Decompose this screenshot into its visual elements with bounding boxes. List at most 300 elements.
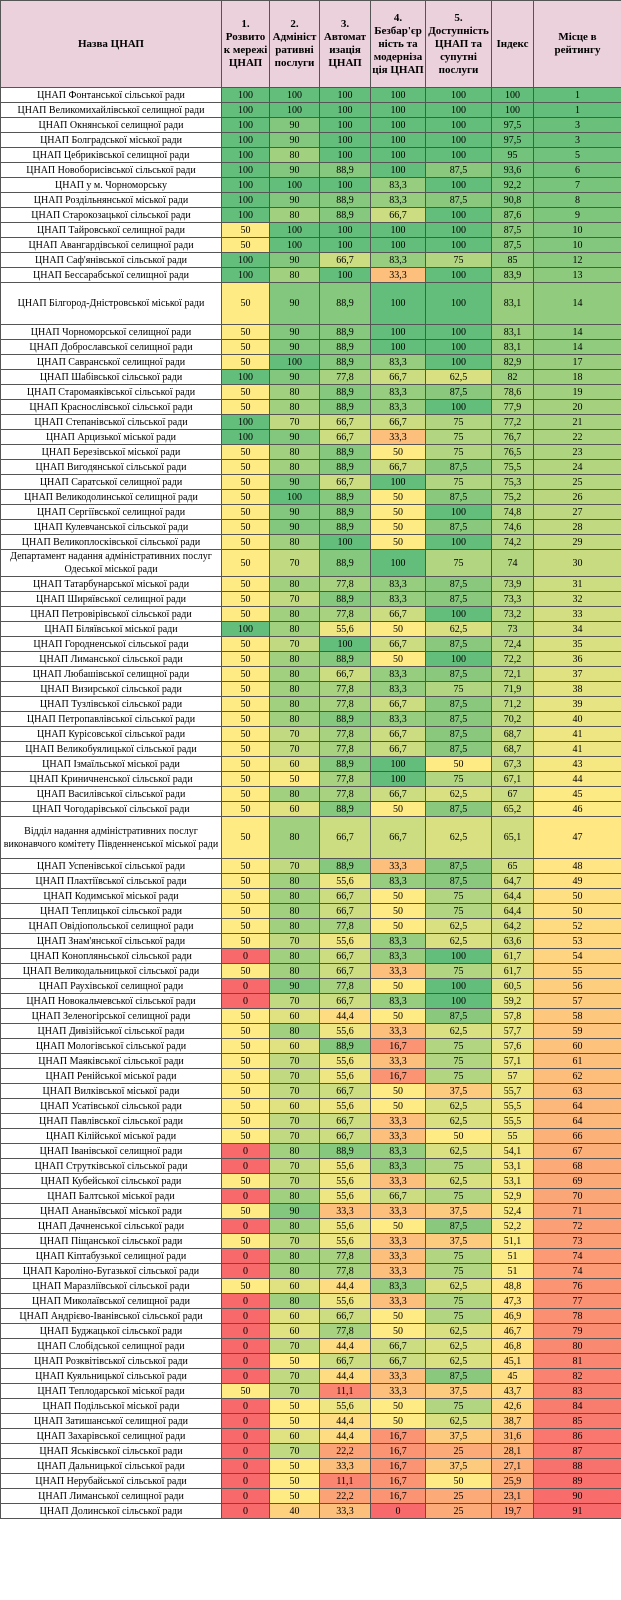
cell-name: ЦНАП Дивізійської сільської ради [1, 1024, 222, 1039]
cell-index: 73,3 [492, 592, 534, 607]
cell-c5: 100 [426, 283, 492, 325]
cell-c3: 88,9 [320, 520, 371, 535]
cell-c2: 80 [270, 712, 320, 727]
cell-c3: 33,3 [320, 1204, 371, 1219]
cell-rank: 63 [534, 1084, 621, 1099]
cell-c1: 50 [222, 340, 270, 355]
cell-c2: 80 [270, 1219, 320, 1234]
table-row [1, 88, 621, 103]
cell-index: 67 [492, 787, 534, 802]
cell-c5: 62,5 [426, 1324, 492, 1339]
cell-c3: 88,9 [320, 325, 371, 340]
cell-name: ЦНАП Знам'янської сільської ради [1, 934, 222, 949]
cell-index: 67,1 [492, 772, 534, 787]
cell-c3: 11,1 [320, 1474, 371, 1489]
cell-c4: 33,3 [371, 1114, 426, 1129]
cell-rank: 88 [534, 1459, 621, 1474]
table-row [1, 1339, 621, 1354]
cell-c2: 50 [270, 1474, 320, 1489]
cell-c5: 62,5 [426, 934, 492, 949]
cell-index: 74,8 [492, 505, 534, 520]
table-row [1, 787, 621, 802]
cell-rank: 24 [534, 460, 621, 475]
cell-index: 83,1 [492, 340, 534, 355]
cell-rank: 26 [534, 490, 621, 505]
cell-c2: 70 [270, 637, 320, 652]
cell-name: ЦНАП Кулевчанської сільської ради [1, 520, 222, 535]
table-row [1, 535, 621, 550]
cell-c5: 100 [426, 607, 492, 622]
cell-c5: 100 [426, 223, 492, 238]
cell-name: ЦНАП Тайровської селищної ради [1, 223, 222, 238]
cell-c1: 50 [222, 1234, 270, 1249]
cell-c4: 50 [371, 535, 426, 550]
cell-index: 87,6 [492, 208, 534, 223]
cell-c5: 87,5 [426, 859, 492, 874]
cell-c3: 77,8 [320, 979, 371, 994]
cell-c4: 33,3 [371, 1384, 426, 1399]
cell-c5: 75 [426, 1264, 492, 1279]
cell-rank: 86 [534, 1429, 621, 1444]
cell-c1: 50 [222, 520, 270, 535]
cell-index: 52,2 [492, 1219, 534, 1234]
cell-name: ЦНАП Струтківської сільської ради [1, 1159, 222, 1174]
cell-c5: 87,5 [426, 667, 492, 682]
cell-c1: 100 [222, 268, 270, 283]
table-row [1, 1024, 621, 1039]
table-row [1, 1234, 621, 1249]
cell-index: 97,5 [492, 118, 534, 133]
cell-name: ЦНАП Нерубайської сільської ради [1, 1474, 222, 1489]
cell-c3: 66,7 [320, 667, 371, 682]
cell-c2: 70 [270, 994, 320, 1009]
header-c3: 3. Автоматизація ЦНАП [320, 1, 371, 88]
cell-rank: 47 [534, 817, 621, 859]
cell-c3: 88,9 [320, 163, 371, 178]
cell-name: ЦНАП Павлівської сільської ради [1, 1114, 222, 1129]
table-row [1, 1219, 621, 1234]
cell-name: ЦНАП Кароліно-Бугазької сільської ради [1, 1264, 222, 1279]
cell-name: ЦНАП Курісовської сільської ради [1, 727, 222, 742]
cell-rank: 70 [534, 1189, 621, 1204]
cell-name: ЦНАП Великодальницької сільської ради [1, 964, 222, 979]
cell-name: ЦНАП Вигодянської сільської ради [1, 460, 222, 475]
cell-c4: 100 [371, 283, 426, 325]
cell-name: ЦНАП Болградської міської ради [1, 133, 222, 148]
table-row [1, 577, 621, 592]
cell-c1: 0 [222, 1354, 270, 1369]
cell-name: ЦНАП Саф'янівської сільської ради [1, 253, 222, 268]
cell-c3: 66,7 [320, 1309, 371, 1324]
table-row [1, 238, 621, 253]
cell-index: 60,5 [492, 979, 534, 994]
cell-c3: 55,6 [320, 1189, 371, 1204]
cell-rank: 14 [534, 283, 621, 325]
cell-rank: 46 [534, 802, 621, 817]
cell-index: 52,9 [492, 1189, 534, 1204]
table-row [1, 859, 621, 874]
cell-c3: 88,9 [320, 340, 371, 355]
cell-c3: 77,8 [320, 697, 371, 712]
cell-c3: 44,4 [320, 1339, 371, 1354]
cell-c4: 83,3 [371, 400, 426, 415]
cell-c2: 100 [270, 355, 320, 370]
cell-c4: 100 [371, 133, 426, 148]
cell-c5: 37,5 [426, 1204, 492, 1219]
table-row [1, 607, 621, 622]
cell-c3: 88,9 [320, 193, 371, 208]
cell-c2: 90 [270, 325, 320, 340]
cell-index: 38,7 [492, 1414, 534, 1429]
cell-c1: 0 [222, 1489, 270, 1504]
cell-c4: 33,3 [371, 1024, 426, 1039]
cell-rank: 34 [534, 622, 621, 637]
cell-name: ЦНАП Саратської селищної ради [1, 475, 222, 490]
table-row [1, 1399, 621, 1414]
cell-name: ЦНАП Біляївської міської ради [1, 622, 222, 637]
cell-c4: 0 [371, 1504, 426, 1519]
cell-c1: 0 [222, 1414, 270, 1429]
cell-c5: 75 [426, 1054, 492, 1069]
cell-index: 54,1 [492, 1144, 534, 1159]
cell-index: 73,9 [492, 577, 534, 592]
cell-name: ЦНАП Савранської селищної ради [1, 355, 222, 370]
cell-index: 61,7 [492, 949, 534, 964]
cell-index: 83,9 [492, 268, 534, 283]
cell-c3: 77,8 [320, 1264, 371, 1279]
cell-c5: 62,5 [426, 817, 492, 859]
table-row [1, 1084, 621, 1099]
cell-c2: 80 [270, 874, 320, 889]
cell-c3: 88,9 [320, 385, 371, 400]
cell-rank: 87 [534, 1444, 621, 1459]
cell-rank: 3 [534, 133, 621, 148]
cell-c4: 50 [371, 1324, 426, 1339]
cell-rank: 35 [534, 637, 621, 652]
cell-rank: 45 [534, 787, 621, 802]
cell-c3: 66,7 [320, 430, 371, 445]
cell-c4: 83,3 [371, 934, 426, 949]
cell-rank: 48 [534, 859, 621, 874]
cell-c3: 77,8 [320, 742, 371, 757]
table-row [1, 1069, 621, 1084]
cell-c5: 62,5 [426, 1024, 492, 1039]
cell-c4: 83,3 [371, 193, 426, 208]
cell-rank: 21 [534, 415, 621, 430]
cell-c3: 66,7 [320, 904, 371, 919]
cell-c2: 70 [270, 1084, 320, 1099]
cell-c2: 90 [270, 370, 320, 385]
table-row [1, 193, 621, 208]
cell-name: ЦНАП Бессарабської селищної ради [1, 268, 222, 283]
cell-c2: 70 [270, 742, 320, 757]
table-row [1, 385, 621, 400]
cell-name: ЦНАП Захарівської селищної ради [1, 1429, 222, 1444]
cell-c5: 100 [426, 400, 492, 415]
cell-c3: 100 [320, 148, 371, 163]
cell-c4: 16,7 [371, 1459, 426, 1474]
cell-name: ЦНАП Сергіївської селищної ради [1, 505, 222, 520]
cell-c4: 66,7 [371, 787, 426, 802]
cell-rank: 36 [534, 652, 621, 667]
cell-c2: 70 [270, 859, 320, 874]
table-row [1, 874, 621, 889]
cell-c1: 50 [222, 697, 270, 712]
table-row [1, 772, 621, 787]
table-row [1, 475, 621, 490]
cell-index: 51,1 [492, 1234, 534, 1249]
cell-c2: 70 [270, 1384, 320, 1399]
cell-c2: 80 [270, 652, 320, 667]
cell-c5: 75 [426, 550, 492, 577]
cell-name: ЦНАП Авангардівської селищної ради [1, 238, 222, 253]
cell-c5: 75 [426, 1039, 492, 1054]
cell-index: 46,9 [492, 1309, 534, 1324]
cell-c5: 100 [426, 355, 492, 370]
cell-rank: 7 [534, 178, 621, 193]
table-row [1, 727, 621, 742]
cell-rank: 61 [534, 1054, 621, 1069]
cell-c5: 87,5 [426, 1219, 492, 1234]
table-row [1, 103, 621, 118]
cell-name: ЦНАП Затишанської селищної ради [1, 1414, 222, 1429]
cell-name: ЦНАП Великобуялицької сільської ради [1, 742, 222, 757]
cell-c3: 77,8 [320, 787, 371, 802]
cell-rank: 89 [534, 1474, 621, 1489]
cell-rank: 10 [534, 238, 621, 253]
cell-rank: 39 [534, 697, 621, 712]
cell-index: 71,9 [492, 682, 534, 697]
cell-rank: 8 [534, 193, 621, 208]
cell-index: 65 [492, 859, 534, 874]
cell-c2: 70 [270, 1339, 320, 1354]
cell-name: ЦНАП Петровірівської сільської ради [1, 607, 222, 622]
cell-c2: 80 [270, 1264, 320, 1279]
cell-c5: 87,5 [426, 1009, 492, 1024]
cell-c3: 88,9 [320, 652, 371, 667]
cell-c4: 100 [371, 340, 426, 355]
cell-c5: 87,5 [426, 490, 492, 505]
cell-c4: 100 [371, 103, 426, 118]
cell-rank: 41 [534, 742, 621, 757]
table-row [1, 697, 621, 712]
cell-c2: 90 [270, 133, 320, 148]
cell-rank: 19 [534, 385, 621, 400]
cell-c2: 80 [270, 919, 320, 934]
cell-index: 55 [492, 1129, 534, 1144]
table-row [1, 148, 621, 163]
cell-c3: 55,6 [320, 874, 371, 889]
cell-c5: 25 [426, 1444, 492, 1459]
cell-rank: 74 [534, 1264, 621, 1279]
cell-rank: 18 [534, 370, 621, 385]
cell-c2: 100 [270, 103, 320, 118]
cell-c5: 62,5 [426, 1279, 492, 1294]
cell-index: 82 [492, 370, 534, 385]
cell-rank: 10 [534, 223, 621, 238]
cell-name: ЦНАП Арцизької міської ради [1, 430, 222, 445]
cell-c4: 83,3 [371, 682, 426, 697]
table-row [1, 550, 621, 577]
cell-c4: 100 [371, 550, 426, 577]
cell-c2: 80 [270, 400, 320, 415]
table-row [1, 1369, 621, 1384]
cell-index: 72,2 [492, 652, 534, 667]
cell-c3: 55,6 [320, 1294, 371, 1309]
table-row [1, 445, 621, 460]
cell-c1: 0 [222, 1159, 270, 1174]
cell-c1: 50 [222, 223, 270, 238]
cell-c2: 90 [270, 253, 320, 268]
table-row [1, 1009, 621, 1024]
cell-index: 51 [492, 1264, 534, 1279]
cell-c2: 80 [270, 445, 320, 460]
cell-c1: 50 [222, 637, 270, 652]
table-row [1, 919, 621, 934]
cell-c4: 100 [371, 148, 426, 163]
cell-name: ЦНАП Успенівської сільської ради [1, 859, 222, 874]
table-row [1, 652, 621, 667]
cell-c1: 0 [222, 1339, 270, 1354]
cell-index: 83,1 [492, 283, 534, 325]
table-row [1, 1099, 621, 1114]
table-row [1, 460, 621, 475]
cell-name: ЦНАП Овідіопольської селищної ради [1, 919, 222, 934]
cell-c1: 50 [222, 1084, 270, 1099]
table-row [1, 415, 621, 430]
cell-c5: 37,5 [426, 1084, 492, 1099]
cell-c4: 66,7 [371, 415, 426, 430]
cell-c5: 100 [426, 340, 492, 355]
cell-index: 68,7 [492, 742, 534, 757]
cell-c4: 100 [371, 325, 426, 340]
cell-index: 52,4 [492, 1204, 534, 1219]
cell-c5: 75 [426, 415, 492, 430]
cell-name: ЦНАП Дальницької сільської ради [1, 1459, 222, 1474]
cell-name: ЦНАП Ренійської міської ради [1, 1069, 222, 1084]
cell-c3: 88,9 [320, 1039, 371, 1054]
cell-c4: 66,7 [371, 460, 426, 475]
cell-c2: 70 [270, 550, 320, 577]
cell-c2: 90 [270, 430, 320, 445]
table-row [1, 949, 621, 964]
cell-c1: 0 [222, 994, 270, 1009]
cell-name: ЦНАП Великомихайлівської селищної ради [1, 103, 222, 118]
cell-c3: 55,6 [320, 1024, 371, 1039]
cell-c3: 88,9 [320, 208, 371, 223]
cell-c2: 80 [270, 577, 320, 592]
header-rank: Місце в рейтингу [534, 1, 621, 88]
table-row [1, 592, 621, 607]
cell-c5: 62,5 [426, 622, 492, 637]
cell-c2: 60 [270, 1099, 320, 1114]
cell-index: 27,1 [492, 1459, 534, 1474]
cell-c4: 50 [371, 1009, 426, 1024]
table-row [1, 520, 621, 535]
cell-c1: 0 [222, 1504, 270, 1519]
cell-c4: 50 [371, 889, 426, 904]
table-row [1, 1204, 621, 1219]
cell-c1: 50 [222, 1039, 270, 1054]
cell-rank: 13 [534, 268, 621, 283]
table-row [1, 1459, 621, 1474]
cell-index: 68,7 [492, 727, 534, 742]
cell-name: ЦНАП Миколаївської селищної ради [1, 1294, 222, 1309]
table-row [1, 637, 621, 652]
cell-c5: 100 [426, 148, 492, 163]
cell-c1: 50 [222, 712, 270, 727]
cell-index: 57 [492, 1069, 534, 1084]
cell-c2: 70 [270, 415, 320, 430]
cell-c3: 88,9 [320, 859, 371, 874]
cell-rank: 85 [534, 1414, 621, 1429]
table-row [1, 979, 621, 994]
cell-c2: 80 [270, 697, 320, 712]
header-name: Назва ЦНАП [1, 1, 222, 88]
cell-name: ЦНАП Андрієво-Іванівської сільської ради [1, 1309, 222, 1324]
table-row [1, 1264, 621, 1279]
cell-c1: 50 [222, 355, 270, 370]
cell-c1: 0 [222, 1429, 270, 1444]
cell-c3: 44,4 [320, 1009, 371, 1024]
cell-rank: 52 [534, 919, 621, 934]
cell-index: 100 [492, 88, 534, 103]
cell-rank: 78 [534, 1309, 621, 1324]
cell-c3: 66,7 [320, 415, 371, 430]
table-row [1, 1114, 621, 1129]
cell-rank: 54 [534, 949, 621, 964]
cell-index: 28,1 [492, 1444, 534, 1459]
cell-index: 75,3 [492, 475, 534, 490]
cell-c5: 75 [426, 904, 492, 919]
cell-index: 90,8 [492, 193, 534, 208]
cell-rank: 79 [534, 1324, 621, 1339]
cell-c5: 62,5 [426, 1144, 492, 1159]
table-row [1, 1324, 621, 1339]
cell-index: 76,7 [492, 430, 534, 445]
cell-c2: 50 [270, 1399, 320, 1414]
cell-rank: 76 [534, 1279, 621, 1294]
cell-c1: 50 [222, 505, 270, 520]
cell-c5: 75 [426, 1249, 492, 1264]
cell-c1: 50 [222, 919, 270, 934]
cell-c4: 83,3 [371, 712, 426, 727]
cell-c5: 75 [426, 1189, 492, 1204]
cell-name: ЦНАП Вилківської міської ради [1, 1084, 222, 1099]
cell-rank: 33 [534, 607, 621, 622]
cell-rank: 68 [534, 1159, 621, 1174]
cell-c3: 100 [320, 535, 371, 550]
cell-c3: 55,6 [320, 1099, 371, 1114]
cell-c5: 87,5 [426, 727, 492, 742]
cell-c1: 50 [222, 817, 270, 859]
cell-c1: 50 [222, 1129, 270, 1144]
cell-name: ЦНАП Лиманської сільської ради [1, 652, 222, 667]
cell-rank: 30 [534, 550, 621, 577]
cell-index: 100 [492, 103, 534, 118]
cell-c3: 44,4 [320, 1414, 371, 1429]
cell-c2: 50 [270, 1459, 320, 1474]
cell-c1: 50 [222, 1054, 270, 1069]
cell-index: 61,7 [492, 964, 534, 979]
cell-name: ЦНАП Ширяївської селищної ради [1, 592, 222, 607]
cell-c5: 87,5 [426, 163, 492, 178]
cell-rank: 56 [534, 979, 621, 994]
cell-c3: 66,7 [320, 964, 371, 979]
cell-rank: 14 [534, 325, 621, 340]
cell-c3: 66,7 [320, 889, 371, 904]
cell-c4: 33,3 [371, 1234, 426, 1249]
